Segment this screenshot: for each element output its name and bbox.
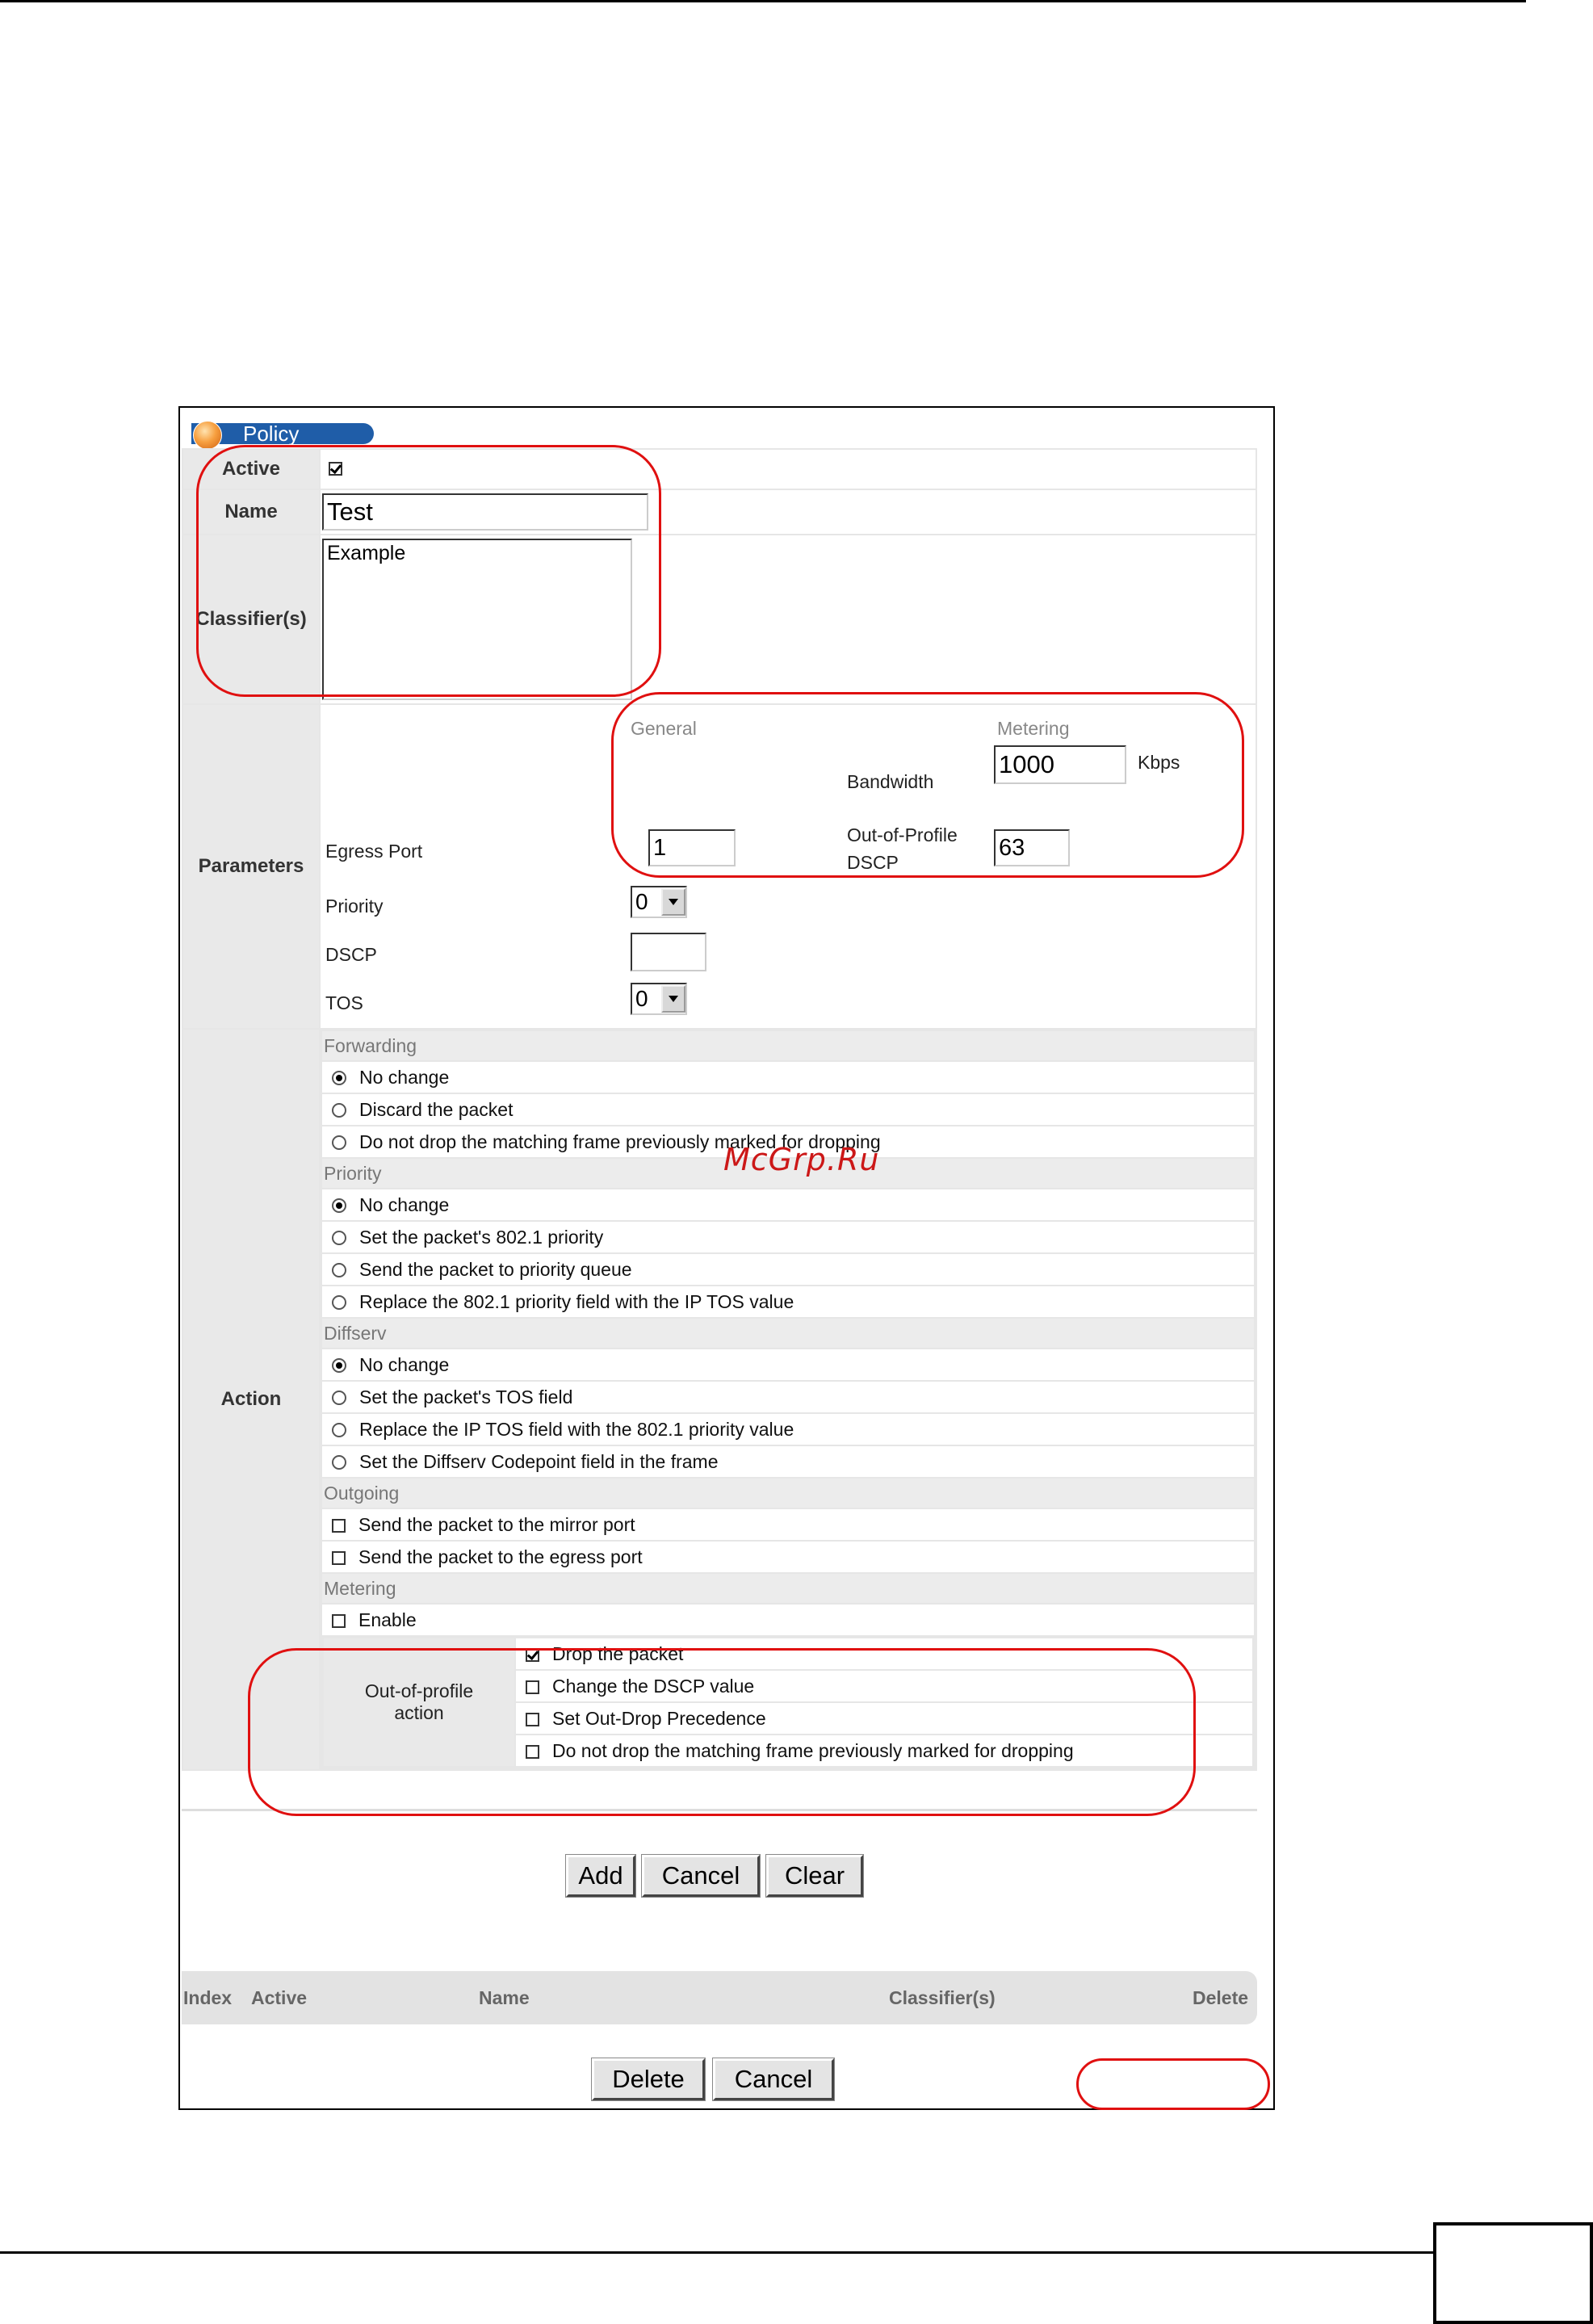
chevron-down-icon[interactable] (661, 985, 685, 1013)
list-item[interactable]: Example (327, 542, 406, 564)
annotation-ring-corner (1076, 2058, 1270, 2110)
priority-option[interactable]: Replace the 802.1 priority field with the IP TOS value (321, 1286, 1255, 1318)
bottom-rule (0, 2251, 1445, 2254)
policy-screen (178, 406, 1275, 2110)
forwarding-option[interactable]: No change (321, 1061, 1255, 1093)
annotation-ring-oop-action (248, 1648, 1196, 1816)
col-active: Active (251, 1987, 308, 2008)
bandwidth-label: Bandwidth (847, 771, 934, 792)
forwarding-option[interactable]: Discard the packet (321, 1093, 1255, 1126)
parameters-label: Parameters (182, 704, 320, 1029)
oop-option[interactable]: Change the DSCP value (515, 1670, 1253, 1702)
active-label: Active (182, 449, 320, 489)
diffserv-option[interactable]: Set the packet's TOS field (321, 1381, 1255, 1413)
page-number-box (1433, 2222, 1593, 2324)
annotation-ring-basic (196, 445, 661, 697)
radio-button[interactable] (332, 1263, 346, 1277)
radio-button[interactable] (332, 1135, 346, 1150)
policy-orb-icon (193, 421, 222, 450)
classifiers-label: Classifier(s) (182, 535, 320, 704)
col-classifiers: Classifier(s) (889, 1987, 996, 2008)
general-heading: General (631, 718, 697, 739)
name-label: Name (182, 489, 320, 535)
metering-section-heading: Metering (321, 1573, 1255, 1604)
tos-select[interactable]: 0 (631, 983, 687, 1015)
radio-button[interactable] (332, 1231, 346, 1245)
policy-title: Policy (243, 422, 300, 446)
priority-option[interactable]: Send the packet to priority queue (321, 1253, 1255, 1286)
checkbox[interactable] (332, 1519, 346, 1533)
metering-enable-checkbox[interactable] (332, 1614, 346, 1628)
cancel-delete-button[interactable]: Cancel (713, 2058, 834, 2100)
forwarding-option[interactable]: Do not drop the matching frame previously marked for dropping (321, 1126, 1255, 1158)
priority-select[interactable]: 0 (631, 886, 687, 918)
col-index: Index (183, 1987, 233, 2008)
forwarding-heading: Forwarding (321, 1030, 1255, 1061)
outgoing-option[interactable]: Send the packet to the egress port (321, 1541, 1255, 1573)
radio-button[interactable] (332, 1071, 346, 1085)
diffserv-option[interactable]: Set the Diffserv Codepoint field in the frame (321, 1445, 1255, 1478)
radio-button[interactable] (332, 1103, 346, 1118)
radio-button[interactable] (332, 1391, 346, 1405)
chevron-down-icon[interactable] (661, 888, 685, 916)
action-label: Action (182, 1029, 320, 1770)
outgoing-heading: Outgoing (321, 1478, 1255, 1508)
policy-tab (183, 422, 375, 445)
delete-button[interactable]: Delete (592, 2058, 705, 2100)
radio-button[interactable] (332, 1455, 346, 1470)
tos-label: TOS (325, 992, 363, 1013)
oop-dscp-label-2: DSCP (847, 852, 899, 873)
diffserv-heading: Diffserv (321, 1318, 1255, 1349)
radio-button[interactable] (332, 1295, 346, 1310)
dscp-input[interactable] (631, 933, 706, 971)
oop-action-label: Out-of-profile action (323, 1638, 515, 1767)
add-button[interactable]: Add (566, 1855, 635, 1897)
priority-option[interactable]: Set the packet's 802.1 priority (321, 1221, 1255, 1253)
priority-heading: Priority (321, 1158, 1255, 1189)
radio-button[interactable] (332, 1198, 346, 1213)
policy-summary-table-header (182, 1971, 1257, 2024)
annotation-ring-metering (611, 692, 1244, 878)
oop-dscp-label-1: Out-of-Profile (847, 824, 958, 845)
priority-option[interactable]: No change (321, 1189, 1255, 1221)
checkbox[interactable] (332, 1551, 346, 1565)
kbps-unit: Kbps (1138, 752, 1180, 773)
egress-port-label: Egress Port (325, 841, 423, 862)
priority-label: Priority (325, 896, 384, 917)
oop-option[interactable]: Do not drop the matching frame previously marked for dropping (515, 1735, 1253, 1767)
diffserv-option[interactable]: Replace the IP TOS field with the 802.1 priority value (321, 1413, 1255, 1445)
radio-button[interactable] (332, 1358, 346, 1373)
cancel-button[interactable]: Cancel (642, 1855, 760, 1897)
diffserv-option[interactable]: No change (321, 1349, 1255, 1381)
oop-option[interactable]: Drop the packet (515, 1638, 1253, 1670)
oop-option[interactable]: Set Out-Drop Precedence (515, 1702, 1253, 1735)
top-rule (0, 0, 1526, 2)
col-name: Name (479, 1987, 530, 2008)
watermark-text: McGrp.Ru (723, 1142, 880, 1177)
clear-button[interactable]: Clear (766, 1855, 863, 1897)
col-delete: Delete (1193, 1987, 1249, 2008)
metering-enable-option[interactable]: Enable (321, 1604, 1255, 1636)
dscp-label: DSCP (325, 944, 377, 965)
outgoing-option[interactable]: Send the packet to the mirror port (321, 1508, 1255, 1541)
radio-button[interactable] (332, 1423, 346, 1437)
metering-heading: Metering (997, 718, 1070, 739)
